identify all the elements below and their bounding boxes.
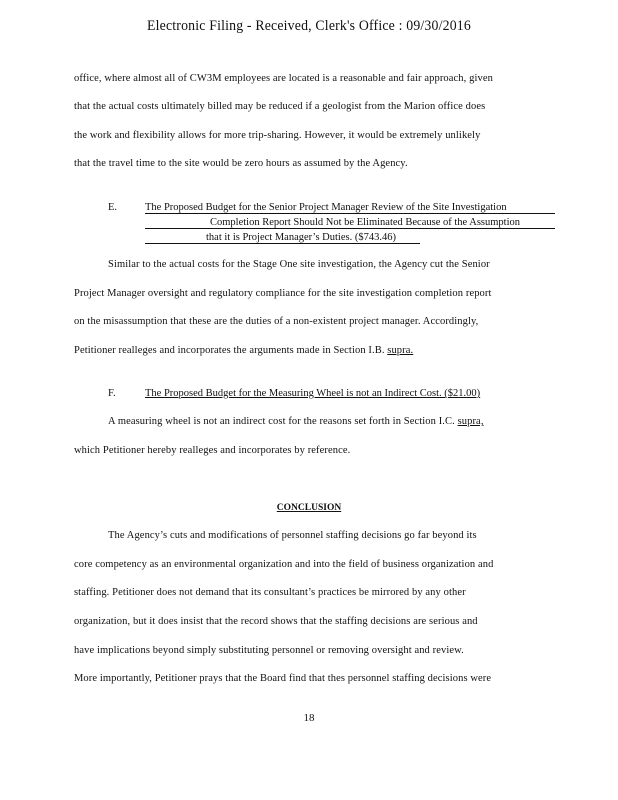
heading-underline [145, 213, 555, 214]
paragraph-line: that the travel time to the site would be zero hours as assumed by the Agency. [74, 158, 408, 169]
page-number: 18 [303, 712, 315, 724]
paragraph-line: More importantly, Petitioner prays that the Board find that thes personnel staffing decisions were [74, 673, 492, 684]
paragraph-line: the work and flexibility allows for more trip-sharing. However, it would be extremely unlikely [74, 130, 481, 141]
paragraph-line: core competency as an environmental organization and into the field of business organization and [74, 559, 494, 570]
paragraph-line: Project Manager oversight and regulatory compliance for the site investigation completion report [74, 288, 492, 299]
heading-underline [145, 243, 420, 244]
paragraph-line: staffing. Petitioner does not demand that its consultant’s practices be mirrored by any other [74, 587, 466, 598]
paragraph-line: on the misassumption that these are the duties of a non-existent project manager. Accordingly, [74, 316, 479, 327]
paragraph-line: The Agency’s cuts and modifications of personnel staffing decisions go far beyond its [108, 530, 477, 541]
section-f-heading: The Proposed Budget for the Measuring Wheel is not an Indirect Cost. ($21.00) [145, 388, 481, 399]
citation-supra: supra. [387, 345, 414, 356]
paragraph-line: organization, but it does insist that the record shows that the staffing decisions are serious and [74, 616, 478, 627]
section-e-letter: E. [108, 202, 118, 213]
section-e-heading-line: Completion Report Should Not be Eliminated Because of the Assumption [210, 217, 521, 228]
paragraph-line: Similar to the actual costs for the Stage One site investigation, the Agency cut the Senior [108, 259, 490, 270]
paragraph-line: have implications beyond simply substituting personnel or removing oversight and review. [74, 645, 464, 656]
filing-header: Electronic Filing - Received, Clerk's Office : 09/30/2016 [147, 18, 471, 34]
section-e-heading-line: that it is Project Manager’s Duties. ($743.46) [206, 232, 396, 243]
conclusion-title-text: CONCLUSION [276, 503, 342, 513]
citation-supra: supra, [457, 416, 484, 427]
paragraph-line [108, 416, 484, 427]
paragraph-line: office, where almost all of CW3M employees are located is a reasonable and fair approach, given [74, 73, 493, 84]
paragraph-line [74, 345, 413, 356]
section-e-heading-line: The Proposed Budget for the Senior Project Manager Review of the Site Investigation [145, 202, 507, 213]
heading-underline [145, 228, 555, 229]
line-text: Petitioner realleges and incorporates the arguments made in Section I.B. [74, 345, 388, 356]
section-f-letter: F. [108, 388, 116, 399]
conclusion-title [0, 503, 618, 513]
paragraph-line: that the actual costs ultimately billed may be reduced if a geologist from the Marion office does [74, 101, 486, 112]
line-text: A measuring wheel is not an indirect cost for the reasons set forth in Section I.C. [108, 416, 458, 427]
paragraph-line: which Petitioner hereby realleges and incorporates by reference. [74, 445, 351, 456]
